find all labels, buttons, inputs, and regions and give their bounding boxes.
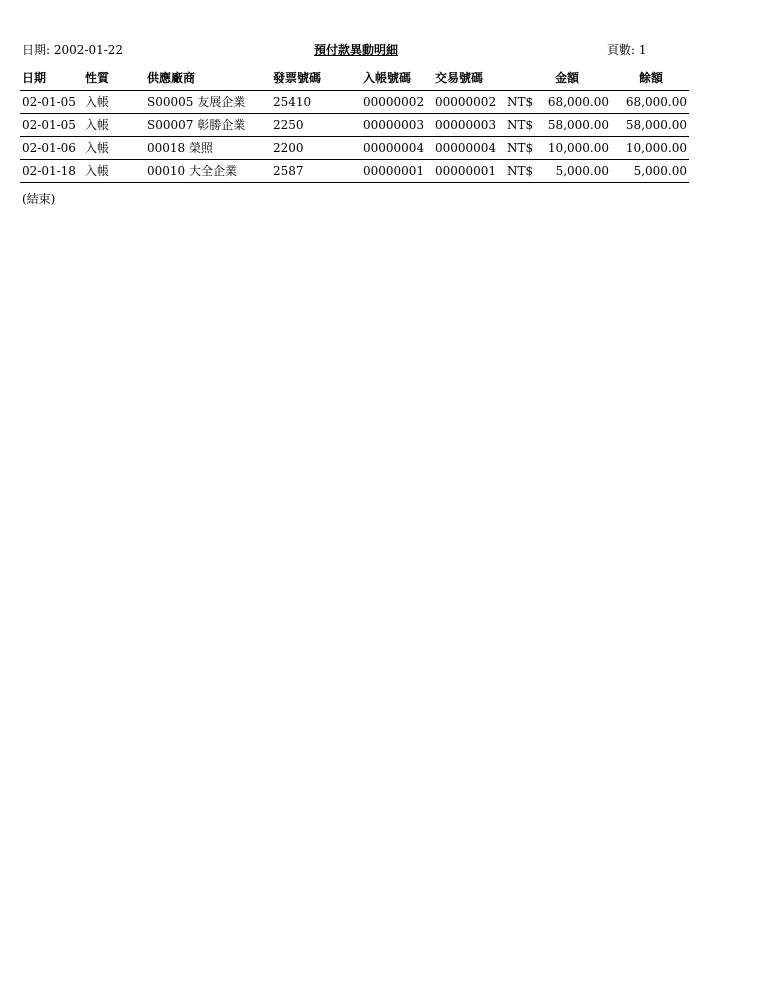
cell-trans-no: 00000001 [435, 164, 497, 178]
col-header-currency [505, 66, 545, 91]
table-row [20, 137, 689, 160]
table-row [20, 160, 689, 183]
cell-amount: 58,000.00 [547, 118, 609, 132]
cell-trans-no: 00000003 [435, 118, 497, 132]
col-header-invoice: 發票號碼 [273, 71, 322, 85]
cell-date: 02-01-05 [22, 118, 76, 132]
end-of-report: (結束) [22, 192, 56, 206]
col-header-type: 性質 [85, 71, 110, 85]
cell-balance: 5,000.00 [633, 164, 687, 178]
cell-entry-no: 00000001 [363, 164, 425, 178]
cell-balance: 68,000.00 [625, 95, 687, 109]
cell-currency: NT$ [507, 95, 534, 109]
page-number: 頁數: 1 [607, 43, 647, 57]
table-row [20, 114, 689, 137]
cell-vendor: 00010 大全企業 [147, 164, 237, 178]
cell-currency: NT$ [507, 141, 534, 155]
cell-date: 02-01-18 [22, 164, 76, 178]
cell-trans-no: 00000004 [435, 141, 497, 155]
cell-invoice: 2587 [273, 164, 304, 178]
cell-amount: 10,000.00 [547, 141, 609, 155]
cell-amount: 5,000.00 [555, 164, 609, 178]
cell-date: 02-01-06 [22, 141, 76, 155]
col-header-amount: 金額 [555, 71, 580, 85]
cell-entry-no: 00000003 [363, 118, 425, 132]
cell-vendor: 00018 榮照 [147, 141, 213, 155]
cell-balance: 10,000.00 [625, 141, 687, 155]
table-header-row [20, 66, 689, 91]
cell-amount: 68,000.00 [547, 95, 609, 109]
cell-invoice: 25410 [273, 95, 312, 109]
cell-currency: NT$ [507, 118, 534, 132]
report-header [0, 41, 762, 57]
cell-balance: 58,000.00 [625, 118, 687, 132]
cell-vendor: S00007 彰勝企業 [147, 118, 246, 132]
cell-type: 入帳 [85, 164, 110, 178]
prepayment-table [20, 66, 689, 183]
cell-trans-no: 00000002 [435, 95, 497, 109]
cell-date: 02-01-05 [22, 95, 76, 109]
col-header-vendor: 供應廠商 [147, 71, 196, 85]
cell-entry-no: 00000004 [363, 141, 425, 155]
cell-invoice: 2200 [273, 141, 304, 155]
report-date: 日期: 2002-01-22 [22, 43, 124, 57]
cell-entry-no: 00000002 [363, 95, 425, 109]
table-row [20, 91, 689, 114]
col-header-balance: 餘額 [639, 71, 664, 85]
report-title: 預付款異動明細 [314, 43, 399, 57]
cell-vendor: S00005 友展企業 [147, 95, 246, 109]
cell-invoice: 2250 [273, 118, 304, 132]
col-header-entry-no: 入帳號碼 [363, 71, 412, 85]
cell-type: 入帳 [85, 118, 110, 132]
cell-type: 入帳 [85, 95, 110, 109]
cell-type: 入帳 [85, 141, 110, 155]
col-header-date: 日期 [22, 71, 47, 85]
cell-currency: NT$ [507, 164, 534, 178]
col-header-trans-no: 交易號碼 [435, 71, 484, 85]
